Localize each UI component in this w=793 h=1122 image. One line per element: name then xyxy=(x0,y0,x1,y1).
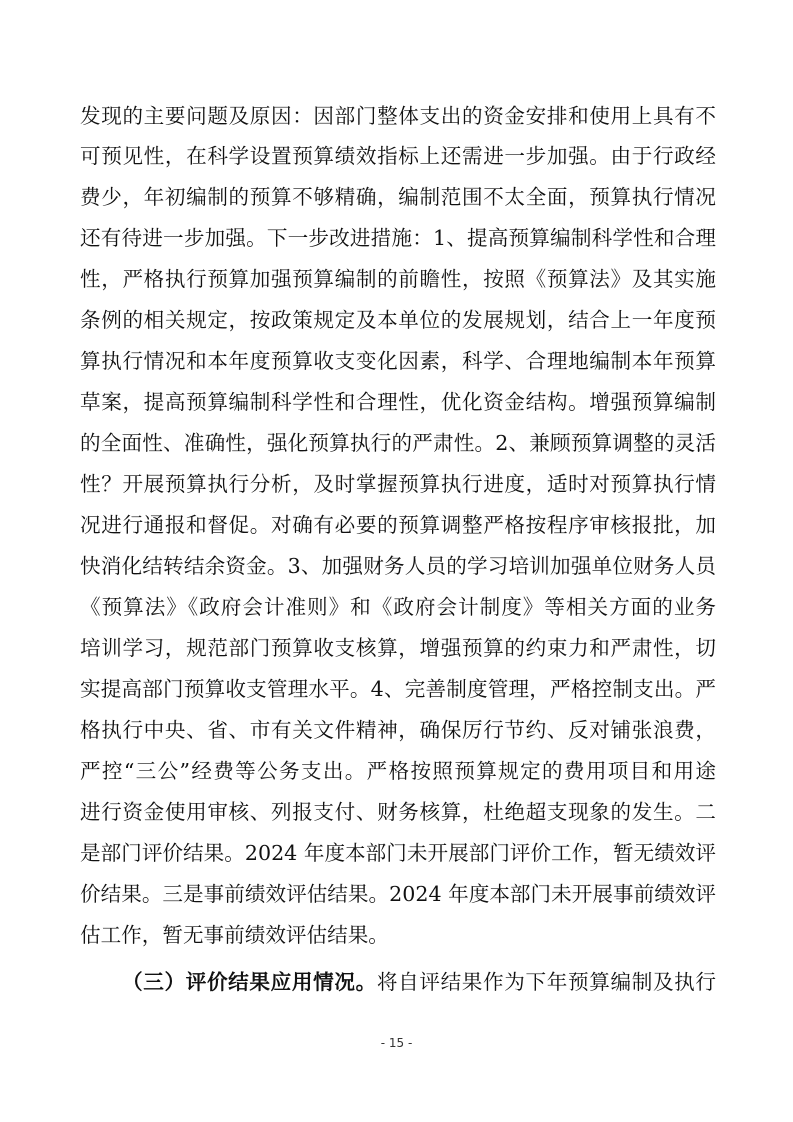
section-text: 将自评结果作为下年预算编制及执行 xyxy=(376,970,717,994)
body-text-line: 快消化结转结余资金。3、加强财务人员的学习培训加强单位财务人员 xyxy=(80,554,716,578)
body-text-line: 况进行通报和督促。对确有必要的预算调整严格按程序审核报批，加 xyxy=(80,513,716,537)
body-text-line: 《预算法》《政府会计准则》和《政府会计制度》等相关方面的业务 xyxy=(80,595,716,619)
body-text-line: 条例的相关规定，按政策规定及本单位的发展规划，结合上一年度预 xyxy=(80,308,716,332)
body-text-line: 费少，年初编制的预算不够精确，编制范围不太全面，预算执行情况 xyxy=(80,185,716,209)
body-text-line: 培训学习，规范部门预算收支核算，增强预算的约束力和严肃性，切 xyxy=(80,636,716,660)
body-text-line: 可预见性，在科学设置预算绩效指标上还需进一步加强。由于行政经 xyxy=(80,144,716,168)
body-text-line: 算执行情况和本年度预算收支变化因素，科学、合理地编制本年预算 xyxy=(80,349,716,373)
body-text-line: 严控“三公”经费等公务支出。严格按照预算规定的费用项目和用途 xyxy=(80,759,716,783)
body-text-line: 格执行中央、省、市有关文件精神，确保厉行节约、反对铺张浪费， xyxy=(80,718,716,742)
body-text-line: 是部门评价结果。2024 年度本部门未开展部门评价工作，暂无绩效评 xyxy=(80,841,716,865)
body-text-line: 还有待进一步加强。下一步改进措施：1、提高预算编制科学性和合理 xyxy=(80,226,716,250)
body-text-line: 的全面性、准确性，强化预算执行的严肃性。2、兼顾预算调整的灵活 xyxy=(80,431,716,455)
page-number: - 15 - xyxy=(380,1036,413,1050)
section-heading: （三）评价结果应用情况。 xyxy=(122,970,377,994)
body-text-line: 进行资金使用审核、列报支付、财务核算，杜绝超支现象的发生。二 xyxy=(80,800,716,824)
body-text-line: 实提高部门预算收支管理水平。4、完善制度管理，严格控制支出。严 xyxy=(80,677,716,701)
body-text-line: 发现的主要问题及原因：因部门整体支出的资金安排和使用上具有不 xyxy=(80,104,716,128)
body-text-line: 性，严格执行预算加强预算编制的前瞻性，按照《预算法》及其实施 xyxy=(80,267,716,291)
body-text-line: 性？开展预算执行分析，及时掌握预算执行进度，适时对预算执行情 xyxy=(80,472,716,496)
body-text-line: 估工作，暂无事前绩效评估结果。 xyxy=(80,923,389,947)
body-text-line: 草案，提高预算编制科学性和合理性，优化资金结构。增强预算编制 xyxy=(80,390,716,414)
section-paragraph xyxy=(80,968,716,996)
body-text-line: 价结果。三是事前绩效评估结果。2024 年度本部门未开展事前绩效评 xyxy=(80,882,716,906)
